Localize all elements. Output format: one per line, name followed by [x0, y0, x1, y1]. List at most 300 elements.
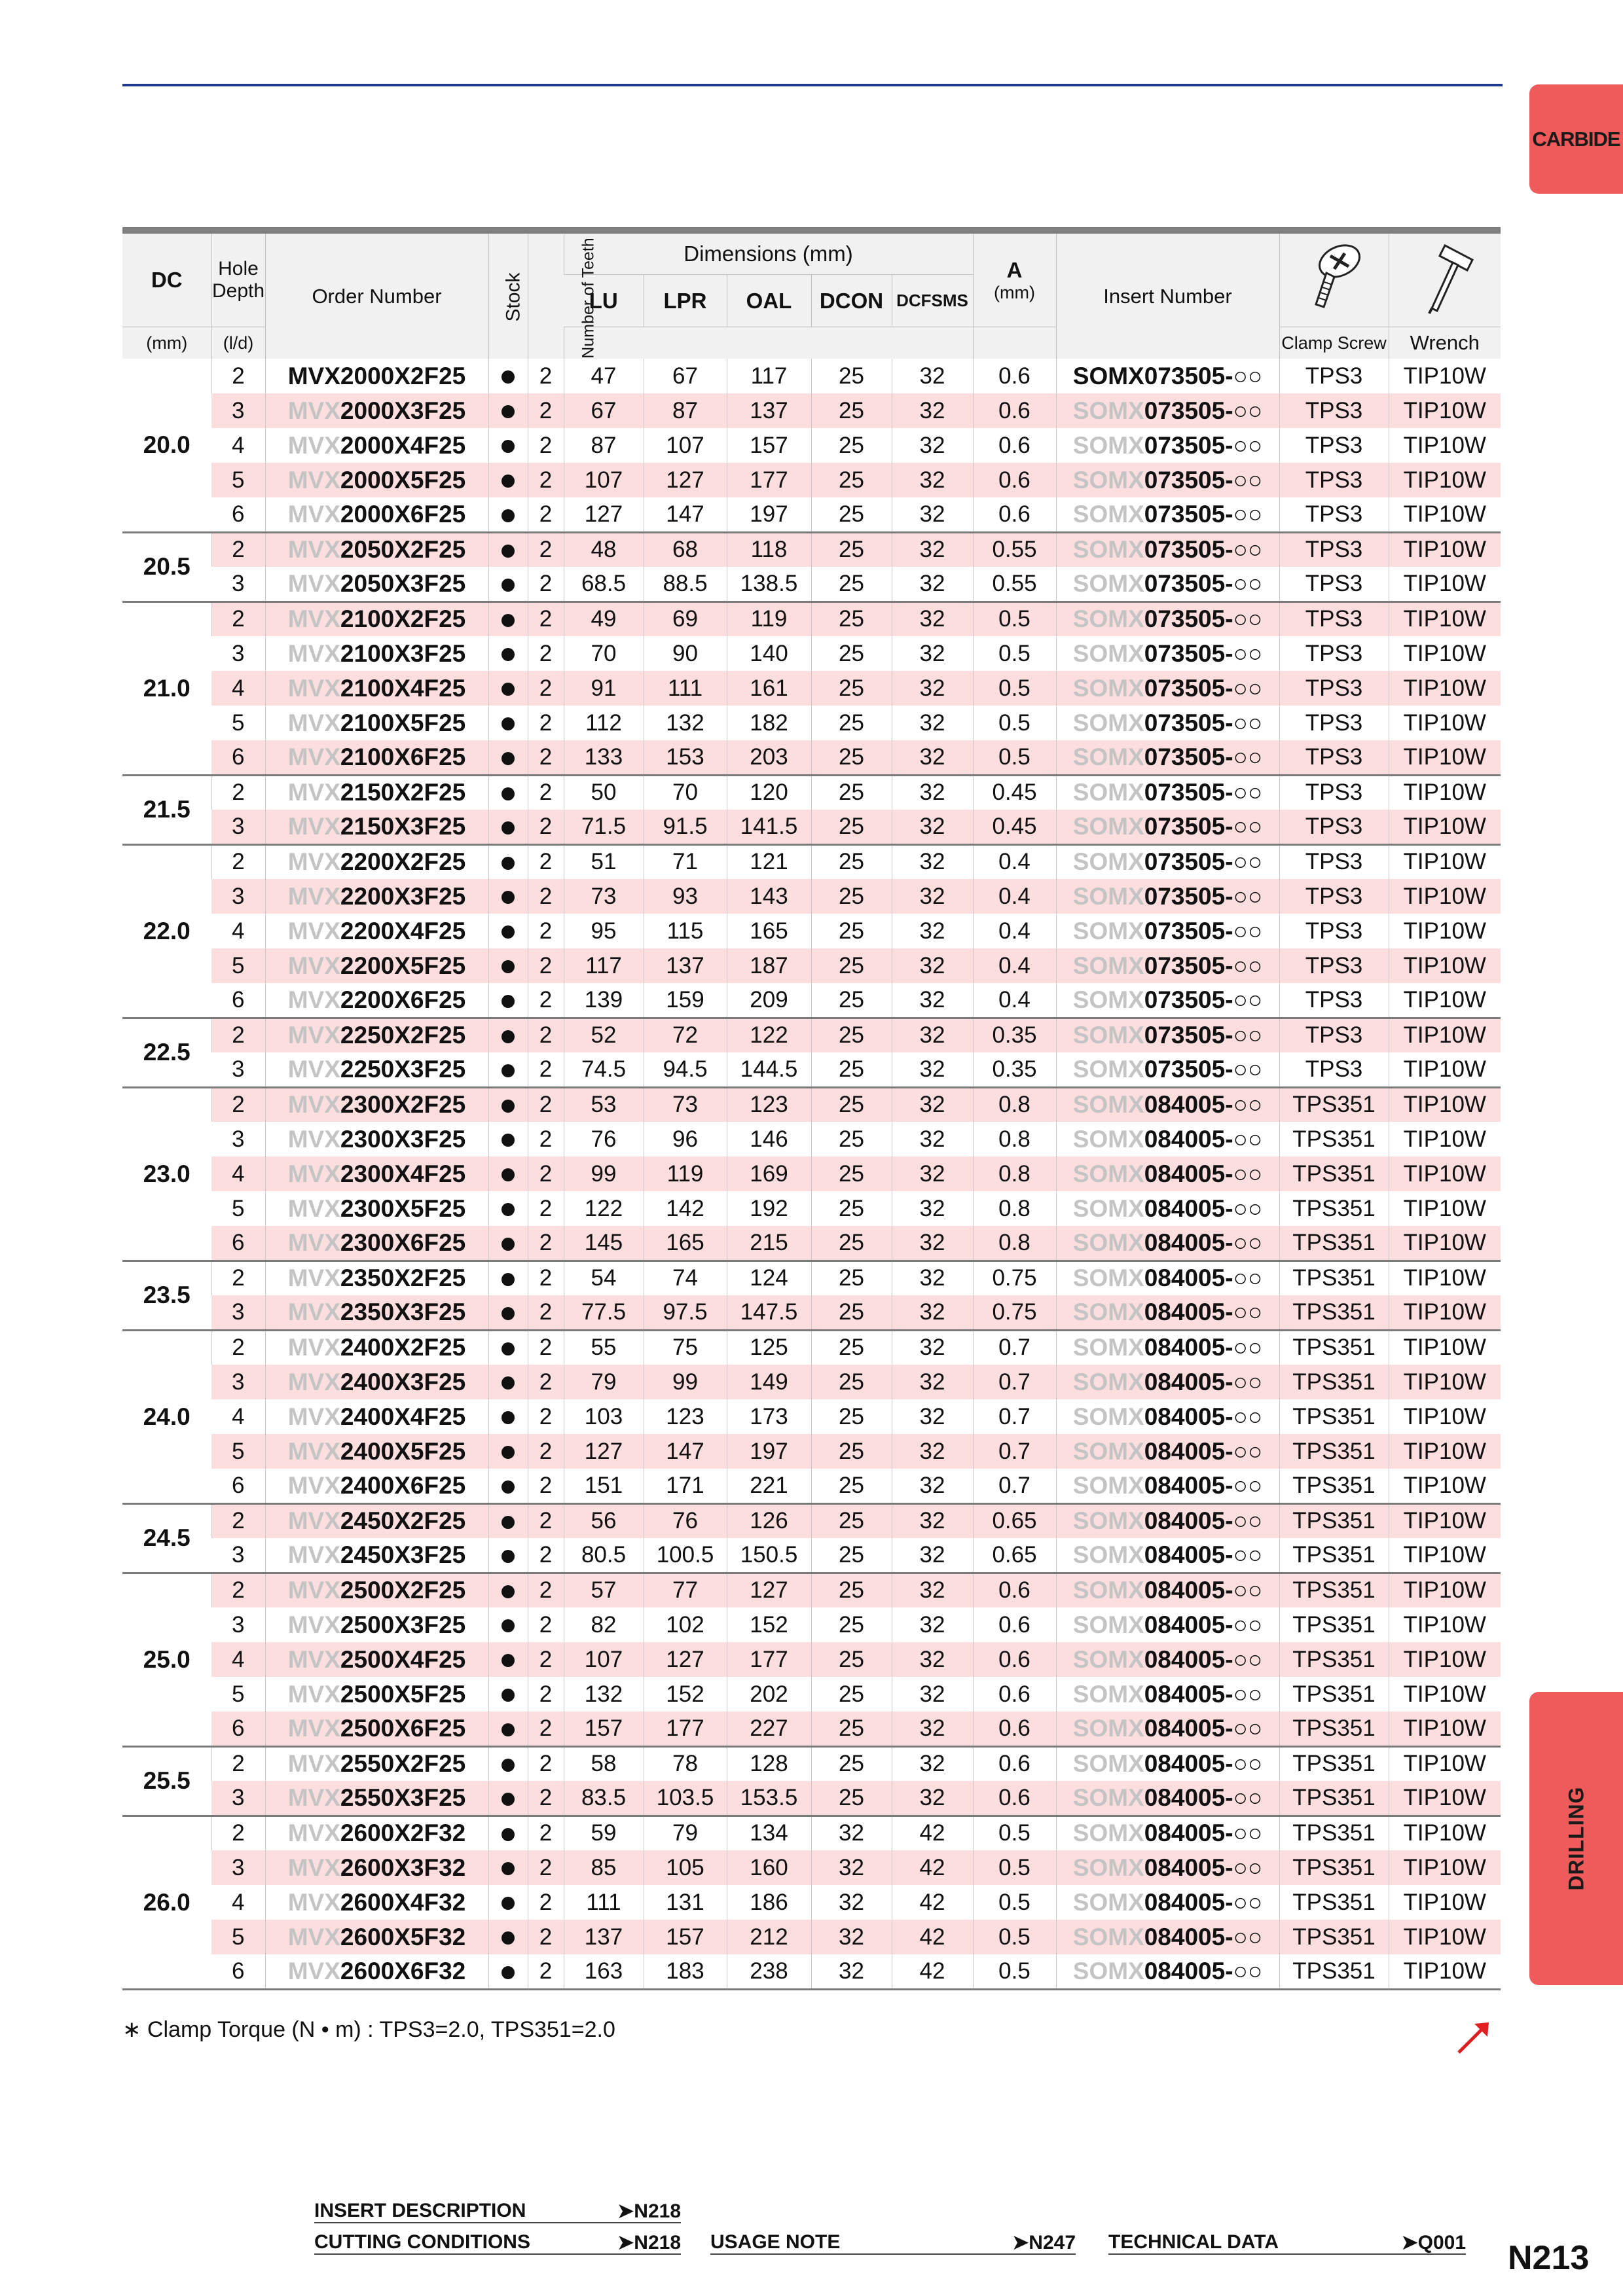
insert-prefix: SOMX: [1072, 1403, 1144, 1430]
lu-value: 53: [564, 1087, 644, 1122]
link-technical-data[interactable]: [1108, 2229, 1466, 2255]
insert-number: [1056, 1642, 1279, 1677]
lpr-value: 103.5: [644, 1781, 727, 1816]
order-number: [265, 428, 488, 463]
lpr-value: 177: [644, 1712, 727, 1746]
dcon-value: 25: [811, 1018, 892, 1052]
hole-depth: 2: [211, 1816, 265, 1850]
order-suffix: 2600X3F32: [340, 1854, 466, 1881]
clamp-screw: TPS3: [1279, 948, 1389, 983]
a-value: 0.45: [973, 775, 1056, 810]
oal-value: 152: [727, 1607, 811, 1642]
dcon-value: 25: [811, 636, 892, 671]
dc-value: 23.0: [122, 1087, 211, 1261]
dcon-value: 25: [811, 1157, 892, 1191]
dcfsms-value: 32: [892, 1677, 973, 1712]
order-number: [265, 810, 488, 844]
order-number: [265, 1712, 488, 1746]
wrench: TIP10W: [1389, 1712, 1501, 1746]
oal-value: 161: [727, 671, 811, 706]
hole-depth: 6: [211, 1954, 265, 1989]
table-row: [122, 393, 1501, 428]
clamp-screw: TPS3: [1279, 497, 1389, 532]
order-suffix: 2100X4F25: [340, 674, 466, 702]
hole-depth: 2: [211, 1261, 265, 1295]
order-prefix: MVX: [287, 1854, 340, 1881]
dc-value: 22.5: [122, 1018, 211, 1087]
order-number: [265, 1954, 488, 1989]
insert-suffix: 084005-○○: [1144, 1645, 1263, 1673]
teeth: 2: [528, 1920, 564, 1954]
order-prefix: MVX: [287, 848, 340, 876]
insert-number: [1056, 1746, 1279, 1781]
order-suffix: 2500X5F25: [340, 1680, 466, 1708]
order-suffix: 2600X2F32: [340, 1820, 466, 1847]
clamp-screw: TPS3: [1279, 879, 1389, 914]
insert-number: [1056, 1295, 1279, 1330]
order-number: [265, 601, 488, 636]
a-value: 0.5: [973, 1850, 1056, 1885]
order-suffix: 2350X3F25: [340, 1298, 466, 1325]
oal-value: 215: [727, 1226, 811, 1261]
dcfsms-value: 32: [892, 1087, 973, 1122]
dcfsms-value: 32: [892, 1191, 973, 1226]
dot-icon: [501, 648, 515, 661]
oal-value: 127: [727, 1573, 811, 1607]
insert-number: [1056, 359, 1279, 393]
insert-number: [1056, 532, 1279, 567]
wrench: TIP10W: [1389, 1746, 1501, 1781]
hole-depth: 6: [211, 983, 265, 1018]
table-row: [122, 463, 1501, 497]
dcon-value: 25: [811, 1226, 892, 1261]
dcfsms-value: 32: [892, 428, 973, 463]
insert-number: [1056, 1330, 1279, 1365]
order-number: [265, 1295, 488, 1330]
clamp-screw: TPS351: [1279, 1781, 1389, 1816]
wrench: TIP10W: [1389, 1607, 1501, 1642]
order-prefix: MVX: [287, 952, 340, 979]
table-row: [122, 1607, 1501, 1642]
order-prefix: MVX: [287, 1750, 340, 1778]
cutting-conditions-ref: ➤N218: [617, 2232, 681, 2253]
order-number: [265, 1607, 488, 1642]
dcfsms-value: 32: [892, 1746, 973, 1781]
oal-value: 157: [727, 428, 811, 463]
insert-number: [1056, 1816, 1279, 1850]
insert-suffix: 073505-○○: [1144, 1055, 1263, 1083]
table-row: [122, 1503, 1501, 1538]
dcon-value: 25: [811, 879, 892, 914]
wrench: TIP10W: [1389, 706, 1501, 740]
dcon-value: 25: [811, 1642, 892, 1677]
a-value: 0.6: [973, 359, 1056, 393]
hole-depth: 2: [211, 844, 265, 879]
clamp-screw: TPS351: [1279, 1573, 1389, 1607]
order-prefix: MVX: [287, 1265, 340, 1292]
dot-icon: [501, 1723, 515, 1736]
table-row: [122, 1295, 1501, 1330]
dcfsms-value: 32: [892, 1226, 973, 1261]
a-value: 0.4: [973, 983, 1056, 1018]
dot-icon: [501, 1480, 515, 1494]
wrench: TIP10W: [1389, 810, 1501, 844]
table-row: [122, 1365, 1501, 1399]
oal-value: 119: [727, 601, 811, 636]
insert-suffix: 073505-○○: [1144, 362, 1263, 389]
dcon-value: 25: [811, 1087, 892, 1122]
order-prefix: MVX: [287, 1680, 340, 1708]
order-prefix: MVX: [287, 917, 340, 944]
oal-value: 146: [727, 1122, 811, 1157]
insert-suffix: 073505-○○: [1144, 882, 1263, 910]
order-suffix: 2400X4F25: [340, 1403, 466, 1430]
insert-number: [1056, 497, 1279, 532]
oal-value: 134: [727, 1816, 811, 1850]
a-value: 0.45: [973, 810, 1056, 844]
wrench: TIP10W: [1389, 1087, 1501, 1122]
dot-icon: [501, 1550, 515, 1563]
dot-icon: [501, 787, 515, 800]
lpr-value: 93: [644, 879, 727, 914]
insert-number: [1056, 1261, 1279, 1295]
a-value: 0.8: [973, 1122, 1056, 1157]
oal-value: 150.5: [727, 1538, 811, 1573]
order-prefix: MVX: [287, 536, 340, 564]
header-a-spacer: [973, 327, 1056, 359]
lu-value: 49: [564, 601, 644, 636]
lpr-value: 94.5: [644, 1052, 727, 1087]
insert-number: [1056, 1365, 1279, 1399]
tab-carbide[interactable]: [1529, 84, 1623, 194]
lpr-value: 159: [644, 983, 727, 1018]
insert-number: [1056, 810, 1279, 844]
insert-prefix: SOMX: [1072, 1437, 1144, 1465]
insert-suffix: 084005-○○: [1144, 1298, 1263, 1325]
hole-depth: 2: [211, 532, 265, 567]
a-value: 0.6: [973, 1607, 1056, 1642]
table-row: [122, 1781, 1501, 1816]
clamp-screw: TPS3: [1279, 706, 1389, 740]
oal-value: 149: [727, 1365, 811, 1399]
clamp-screw: TPS3: [1279, 567, 1389, 601]
teeth: 2: [528, 1642, 564, 1677]
a-value: 0.5: [973, 1816, 1056, 1850]
clamp-screw: TPS351: [1279, 1295, 1389, 1330]
order-suffix: 2300X5F25: [340, 1194, 466, 1222]
stock-cell: [488, 1746, 528, 1781]
dot-icon: [501, 1307, 515, 1320]
order-number: [265, 879, 488, 914]
clamp-screw: TPS351: [1279, 1642, 1389, 1677]
insert-prefix: SOMX: [1072, 1471, 1144, 1499]
hole-depth: 3: [232, 640, 245, 666]
hole-depth: 5: [211, 1434, 265, 1469]
dcon-value: 32: [811, 1816, 892, 1850]
a-value: 0.7: [973, 1365, 1056, 1399]
lpr-value: 119: [644, 1157, 727, 1191]
order-suffix: 2000X5F25: [340, 466, 466, 493]
footer-nav-usage: [710, 2229, 1076, 2260]
clamp-screw: TPS3: [1279, 983, 1389, 1018]
order-suffix: 2200X6F25: [340, 986, 466, 1013]
dot-icon: [501, 1273, 515, 1286]
a-value: 0.5: [973, 636, 1056, 671]
insert-prefix: SOMX: [1072, 709, 1144, 736]
table-row: [122, 983, 1501, 1018]
dcfsms-value: 42: [892, 1885, 973, 1920]
stock-cell: [488, 1365, 528, 1399]
teeth: 2: [528, 1399, 564, 1434]
stock-cell: [488, 671, 528, 706]
dcon-value: 25: [811, 1677, 892, 1712]
lu-value: 67: [564, 393, 644, 428]
stock-cell: [488, 1573, 528, 1607]
teeth: 2: [528, 567, 564, 601]
insert-prefix: SOMX: [1072, 639, 1144, 667]
order-prefix: MVX: [287, 605, 340, 633]
dot-icon: [501, 1064, 515, 1077]
lpr-value: 74: [644, 1261, 727, 1295]
hole-depth: 6: [211, 497, 265, 532]
wrench: TIP10W: [1389, 1157, 1501, 1191]
insert-prefix: SOMX: [1072, 812, 1144, 840]
lu-value: 133: [564, 740, 644, 775]
a-value: 0.6: [973, 1712, 1056, 1746]
order-suffix: 2000X2F25: [340, 362, 466, 389]
lu-value: 132: [564, 1677, 644, 1712]
insert-number: [1056, 1677, 1279, 1712]
order-number: [265, 1122, 488, 1157]
lpr-value: 97.5: [644, 1295, 727, 1330]
wrench: TIP10W: [1389, 1954, 1501, 1989]
wrench: TIP10W: [1389, 1642, 1501, 1677]
wrench: TIP10W: [1389, 1330, 1501, 1365]
order-suffix: 2450X3F25: [340, 1541, 466, 1568]
clamp-screw: TPS3: [1279, 1018, 1389, 1052]
lu-value: 48: [564, 532, 644, 567]
order-prefix: MVX: [287, 779, 340, 806]
hole-depth: 2: [211, 359, 265, 393]
insert-description-label: INSERT DESCRIPTION: [314, 2200, 526, 2221]
order-number: [265, 1226, 488, 1261]
hole-depth: 4: [232, 918, 245, 944]
order-number: [265, 1746, 488, 1781]
order-number: [265, 1365, 488, 1399]
wrench: TIP10W: [1389, 1469, 1501, 1503]
clamp-screw: TPS351: [1279, 1885, 1389, 1920]
header-oal: [727, 275, 811, 327]
dcfsms-value: 32: [892, 1573, 973, 1607]
wrench: TIP10W: [1389, 359, 1501, 393]
header-insert-number-label: Insert Number: [1103, 284, 1232, 308]
oal-value: 160: [727, 1850, 811, 1885]
clamp-screw: TPS351: [1279, 1399, 1389, 1434]
a-value: 0.6: [973, 1677, 1056, 1712]
a-value: 0.65: [973, 1538, 1056, 1573]
dot-icon: [501, 1689, 515, 1702]
dot-icon: [501, 1411, 515, 1424]
order-suffix: 2150X2F25: [340, 779, 466, 806]
dot-icon: [501, 1516, 515, 1529]
wrench: TIP10W: [1389, 1434, 1501, 1469]
teeth: 2: [528, 1191, 564, 1226]
clamp-screw: TPS3: [1279, 775, 1389, 810]
red-arrow-icon[interactable]: [1455, 2017, 1494, 2056]
teeth: 2: [528, 1052, 564, 1087]
insert-number: [1056, 428, 1279, 463]
link-insert-description[interactable]: [314, 2197, 681, 2223]
a-value: 0.4: [973, 914, 1056, 948]
order-suffix: 2300X3F25: [340, 1125, 466, 1153]
oal-value: 203: [727, 740, 811, 775]
hole-depth: 2: [211, 1087, 265, 1122]
wrench: TIP10W: [1389, 1018, 1501, 1052]
wrench: TIP10W: [1389, 1226, 1501, 1261]
a-value: 0.75: [973, 1295, 1056, 1330]
order-suffix: 2100X3F25: [340, 639, 466, 667]
oal-value: 118: [727, 532, 811, 567]
order-prefix: MVX: [287, 1194, 340, 1222]
dot-icon: [501, 1134, 515, 1147]
wrench: TIP10W: [1389, 671, 1501, 706]
oal-value: 123: [727, 1087, 811, 1122]
dot-icon: [501, 475, 515, 488]
insert-prefix: SOMX: [1072, 848, 1144, 876]
insert-suffix: 073505-○○: [1144, 812, 1263, 840]
insert-prefix: SOMX: [1072, 1265, 1144, 1292]
a-value: 0.5: [973, 1954, 1056, 1989]
lu-value: 145: [564, 1226, 644, 1261]
teeth: 2: [528, 1573, 564, 1607]
teeth: 2: [528, 1816, 564, 1850]
dcfsms-value: 32: [892, 1122, 973, 1157]
dot-icon: [501, 891, 515, 904]
stock-cell: [488, 879, 528, 914]
insert-number: [1056, 1885, 1279, 1920]
header-lu: [564, 275, 644, 327]
dcfsms-value: 32: [892, 810, 973, 844]
dot-icon: [501, 1793, 515, 1806]
table-row: [122, 1920, 1501, 1954]
insert-suffix: 073505-○○: [1144, 917, 1263, 944]
teeth: 2: [528, 1538, 564, 1573]
clamp-screw: TPS3: [1279, 532, 1389, 567]
dcon-value: 25: [811, 983, 892, 1018]
insert-prefix: SOMX: [1072, 500, 1144, 528]
dcon-value: 25: [811, 1191, 892, 1226]
teeth: 2: [528, 428, 564, 463]
insert-prefix: SOMX: [1072, 1888, 1144, 1916]
order-number: [265, 567, 488, 601]
header-a-label: A: [1006, 257, 1023, 282]
dcon-value: 32: [811, 1885, 892, 1920]
order-suffix: 2550X3F25: [340, 1784, 466, 1811]
lu-value: 70: [564, 636, 644, 671]
dcfsms-value: 32: [892, 463, 973, 497]
header-oal-label: OAL: [746, 288, 792, 313]
insert-suffix: 084005-○○: [1144, 1680, 1263, 1708]
lpr-value: 152: [644, 1677, 727, 1712]
dcon-value: 25: [811, 567, 892, 601]
insert-number: [1056, 1607, 1279, 1642]
dcfsms-value: 32: [892, 359, 973, 393]
oal-value: 202: [727, 1677, 811, 1712]
hole-depth: 2: [211, 1503, 265, 1538]
wrench: TIP10W: [1389, 983, 1501, 1018]
order-suffix: 2500X6F25: [340, 1714, 466, 1742]
order-suffix: 2500X2F25: [340, 1577, 466, 1604]
dcfsms-value: 32: [892, 1434, 973, 1469]
tab-drilling[interactable]: [1529, 1692, 1623, 1985]
order-prefix: MVX: [287, 1471, 340, 1499]
torx-wrench-icon: [1412, 240, 1478, 315]
order-prefix: MVX: [287, 639, 340, 667]
header-wrench-icon-cell: [1389, 230, 1501, 327]
insert-prefix: SOMX: [1072, 397, 1144, 424]
wrench: TIP10W: [1389, 1399, 1501, 1434]
insert-prefix: SOMX: [1072, 466, 1144, 493]
hole-depth: 3: [211, 1781, 265, 1816]
oal-value: 221: [727, 1469, 811, 1503]
header-dcon-label: DCON: [819, 288, 884, 313]
table-row: [122, 567, 1501, 601]
lpr-value: 132: [644, 706, 727, 740]
table-row: [122, 1261, 1501, 1295]
lpr-value: 127: [644, 463, 727, 497]
teeth: 2: [528, 914, 564, 948]
insert-prefix: SOMX: [1072, 1750, 1144, 1778]
teeth: 2: [528, 601, 564, 636]
teeth: 2: [528, 1330, 564, 1365]
dot-icon: [501, 925, 515, 939]
table-row: [122, 359, 1501, 393]
dot-icon: [501, 1446, 515, 1459]
lu-value: 91: [564, 671, 644, 706]
stock-cell: [488, 393, 528, 428]
lpr-value: 183: [644, 1954, 727, 1989]
link-usage-note[interactable]: [710, 2229, 1076, 2255]
link-cutting-conditions[interactable]: [314, 2229, 681, 2255]
dot-icon: [501, 1619, 515, 1632]
dot-icon: [501, 1654, 515, 1667]
oal-value: 227: [727, 1712, 811, 1746]
lu-value: 57: [564, 1573, 644, 1607]
insert-suffix: 073505-○○: [1144, 431, 1263, 459]
insert-number: [1056, 1469, 1279, 1503]
clamp-screw: TPS3: [1279, 810, 1389, 844]
lpr-value: 123: [644, 1399, 727, 1434]
dcon-value: 25: [811, 844, 892, 879]
lpr-value: 76: [644, 1503, 727, 1538]
lu-value: 50: [564, 775, 644, 810]
order-suffix: 2200X5F25: [340, 952, 466, 979]
dcon-value: 25: [811, 1538, 892, 1573]
order-number: [265, 671, 488, 706]
order-number: [265, 1642, 488, 1677]
lpr-value: 153: [644, 740, 727, 775]
wrench: TIP10W: [1389, 1295, 1501, 1330]
dcfsms-value: 32: [892, 1018, 973, 1052]
insert-prefix: SOMX: [1072, 1957, 1144, 1984]
oal-value: 137: [727, 393, 811, 428]
insert-prefix: SOMX: [1072, 1923, 1144, 1950]
order-prefix: MVX: [287, 362, 340, 389]
stock-cell: [488, 948, 528, 983]
order-number: [265, 948, 488, 983]
stock-cell: [488, 359, 528, 393]
lpr-value: 99: [644, 1365, 727, 1399]
